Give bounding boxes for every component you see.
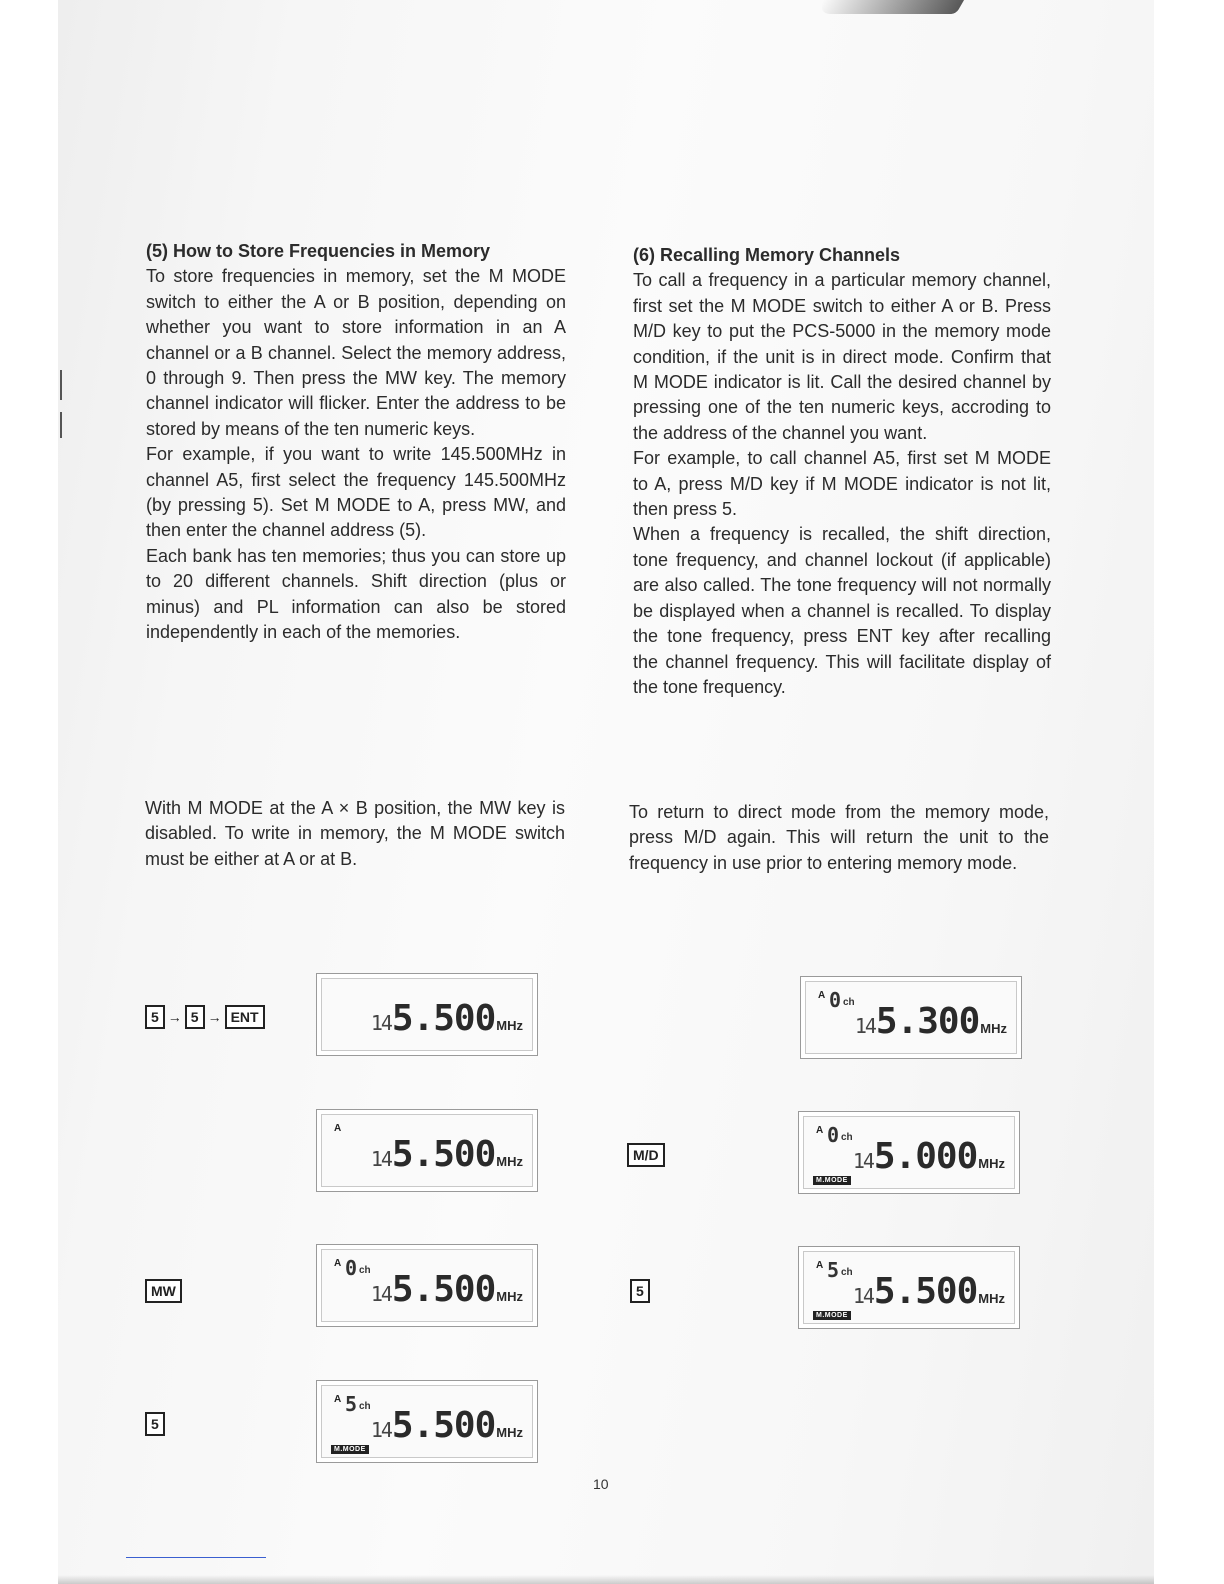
lcd-frequency: 5.500	[391, 1269, 496, 1310]
lcd-bank-indicator: A	[816, 1260, 824, 1271]
lcd-frequency: 5.000	[873, 1136, 978, 1177]
lcd-channel-label: ch	[359, 1265, 371, 1276]
scan-smudge	[816, 0, 964, 14]
lcd-display-bank-a	[316, 1109, 538, 1192]
section-heading: (5) How to Store Frequencies in Memory	[146, 241, 491, 261]
edge-mark	[60, 412, 62, 438]
paragraph: When a frequency is recalled, the shift direction, tone frequency, and channel lockout (if applicable) are also called. The tone frequency will not normally be displayed when a channel is recalled. To display the tone frequency, press ENT key after recalling the channel frequency. This will facilitate display of the tone frequency.	[633, 524, 1051, 697]
lcd-mmode-indicator: M.MODE	[813, 1176, 851, 1185]
page-number: 10	[593, 1476, 609, 1492]
lcd-display-channel-flicker	[316, 1244, 538, 1327]
key-5: 5	[185, 1005, 205, 1029]
lcd-channel-digit: 0	[827, 1123, 840, 1147]
lcd-channel-label: ch	[359, 1401, 371, 1412]
lcd-frequency: 5.500	[873, 1271, 978, 1312]
lcd-display-recalled-a5	[798, 1246, 1020, 1329]
paragraph: Each bank has ten memories; thus you can store up to 20 different channels. Shift direction (plus or minus) and PL information can also be stored independently in each of the memories.	[146, 545, 566, 643]
lcd-unit: MHz	[496, 1018, 523, 1033]
lcd-channel-digit: 5	[345, 1392, 358, 1416]
lcd-unit: MHz	[496, 1154, 523, 1169]
note-text: With M MODE at the A × B position, the MW key is disabled. To write in memory, the M MODE switch must be either at A or at B.	[145, 798, 565, 869]
lcd-channel-label: ch	[843, 997, 855, 1008]
lcd-frequency: 5.500	[391, 998, 496, 1039]
key-5: 5	[145, 1412, 165, 1436]
lcd-frequency: 5.300	[875, 1001, 980, 1042]
lcd-channel-digit: 5	[827, 1258, 840, 1282]
lcd-bank-indicator: A	[816, 1125, 824, 1136]
key-sequence-5-5-ent	[145, 1005, 265, 1029]
lcd-prefix: 14	[852, 1149, 873, 1173]
lcd-display-direct-mode	[800, 976, 1022, 1059]
lcd-prefix: 14	[370, 1282, 391, 1306]
lcd-bank-indicator: A	[334, 1394, 342, 1405]
arrow-icon: →	[167, 1009, 182, 1025]
lcd-display-memory-mode	[798, 1111, 1020, 1194]
key-md: M/D	[627, 1143, 665, 1167]
lcd-frequency: 5.500	[391, 1405, 496, 1446]
paragraph: To store frequencies in memory, set the M MODE switch to either the A or B position, depending on whether you want to store information in an A channel or a B channel. Select the memory address, 0 through 9. Then press the MW key. The memory channel indicator will flicker. Enter the address to be stored by means of the ten numeric keys.	[146, 266, 566, 439]
lcd-unit: MHz	[496, 1289, 523, 1304]
lcd-display-direct-frequency	[316, 973, 538, 1056]
key-ent: ENT	[225, 1005, 265, 1029]
key-5: 5	[145, 1005, 165, 1029]
lcd-frequency: 5.500	[391, 1134, 496, 1175]
key-sequence-md	[627, 1143, 665, 1167]
lcd-channel-label: ch	[841, 1132, 853, 1143]
key-sequence-5	[145, 1412, 165, 1436]
note-mmode	[145, 796, 565, 872]
key-mw: MW	[145, 1279, 182, 1303]
lcd-unit: MHz	[496, 1425, 523, 1440]
key-sequence-mw	[145, 1279, 182, 1303]
page-paper	[58, 0, 1154, 1584]
paragraph: For example, to call channel A5, first set M MODE to A, press M/D key if M MODE indicator is not lit, then press 5.	[633, 448, 1051, 520]
lcd-channel-digit: 0	[345, 1256, 358, 1280]
edge-mark	[60, 370, 62, 400]
lcd-channel-label: ch	[841, 1267, 853, 1278]
lcd-prefix: 14	[370, 1011, 391, 1035]
lcd-unit: MHz	[978, 1156, 1005, 1171]
key-5: 5	[630, 1279, 650, 1303]
lcd-display-channel-a5	[316, 1380, 538, 1463]
paragraph: For example, if you want to write 145.500MHz in channel A5, first select the frequency 145.500MHz (by pressing 5). Set M MODE to A, press MW, and then enter the channel address (5).	[146, 444, 566, 541]
section-heading: (6) Recalling Memory Channels	[633, 245, 901, 265]
lcd-prefix: 14	[370, 1418, 391, 1442]
lcd-channel-digit: 0	[829, 988, 842, 1012]
note-return-direct	[629, 800, 1049, 876]
lcd-mmode-indicator: M.MODE	[331, 1445, 369, 1454]
key-sequence-5	[630, 1279, 650, 1303]
lcd-bank-indicator: A	[334, 1123, 342, 1134]
lcd-unit: MHz	[980, 1021, 1007, 1036]
lcd-prefix: 14	[370, 1147, 391, 1171]
lcd-unit: MHz	[978, 1291, 1005, 1306]
lcd-bank-indicator: A	[334, 1258, 342, 1269]
section-store-frequencies	[146, 239, 566, 646]
arrow-icon: →	[207, 1009, 222, 1025]
scan-bottom-shadow	[58, 1575, 1154, 1584]
lcd-prefix: 14	[854, 1014, 875, 1038]
section-recalling-channels	[633, 243, 1051, 700]
lcd-bank-indicator: A	[818, 990, 826, 1001]
paragraph: To call a frequency in a particular memory channel, first set the M MODE switch to either A or B. Press M/D key to put the PCS-5000 in the memory mode condition, if the unit is in direct mode. Confirm that M MODE indicator is lit. Call the desired channel by pressing one of the ten numeric keys, accroding to the address of the channel you want.	[633, 270, 1051, 443]
lcd-mmode-indicator: M.MODE	[813, 1311, 851, 1320]
note-text: To return to direct mode from the memory mode, press M/D again. This will return the unit to the frequency in use prior to entering memory mode.	[629, 802, 1049, 873]
lcd-prefix: 14	[852, 1284, 873, 1308]
bottom-rule	[126, 1557, 266, 1558]
